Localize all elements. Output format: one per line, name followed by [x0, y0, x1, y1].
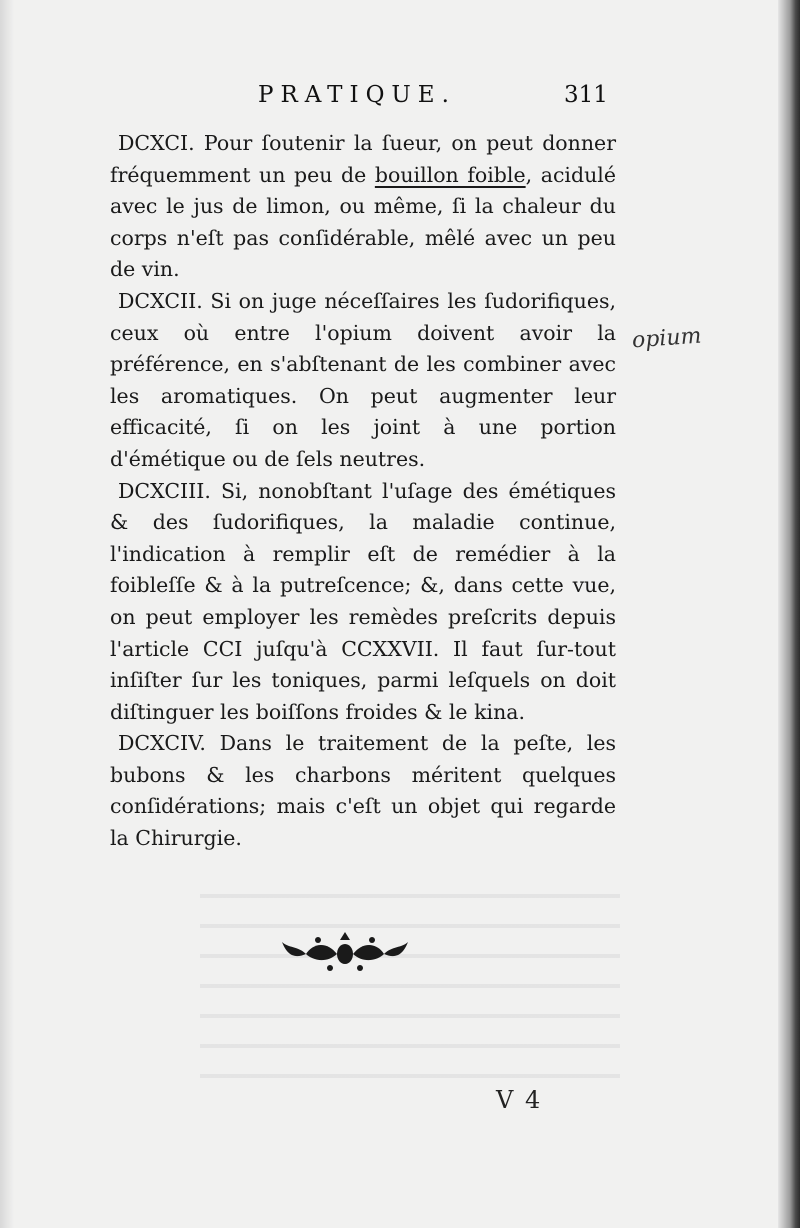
paragraph-text-end: , acidulé avec le jus de limon, ou même, ſi la chaleur du corps n'eſt pas conſidérable, mêlé avec un peu de vin.: [110, 162, 616, 282]
paragraph-dcxciv: [110, 728, 616, 854]
paragraph-text: DCXCIV. Dans le traitement de la peſte, les bubons & les charbons méritent quelques conſidérations; mais c'eſt un objet qui regarde la Chirurgie.: [110, 731, 616, 851]
paragraph-text-start: DCXCI. Pour ſoutenir la ſueur, on peut donner fréquemment un peu de: [110, 131, 616, 187]
paragraph-dcxcii: [110, 286, 616, 476]
page-binding-shadow: [778, 0, 800, 1228]
paragraph-dcxci: [110, 128, 616, 286]
body-text: [110, 128, 616, 855]
show-through-text: [200, 880, 620, 1080]
signature-mark: V 4: [496, 1086, 543, 1114]
underlined-phrase: bouillon foible: [374, 162, 526, 187]
page-number: 311: [564, 82, 608, 108]
page-header: [240, 82, 630, 122]
handwritten-marginal-note: opium: [631, 323, 703, 354]
paragraph-dcxciii: [110, 476, 616, 729]
paragraph-text: DCXCIII. Si, nonobſtant l'uſage des émétiques & des ſudorifiques, la maladie continue, l'indication à remplir eſt de remédier à la foibleſſe & à la putreſcence; &, dans cette vue, on peut employer les remèdes preſcrits depuis l'article CCI juſqu'à CCXXVII. Il faut ſur-tout inſiſter ſur les toniques, parmi leſquels on doit diſtinguer les boiſſons froides & le kina.: [110, 478, 616, 724]
paragraph-text: DCXCII. Si on juge néceſſaires les ſudorifiques, ceux où entre l'opium doivent avoir la préférence, en s'abſtenant de les combiner avec les aromatiques. On peut augmenter leur efficacité, ſi on les joint à une portion d'émétique ou de ſels neutres.: [110, 288, 616, 471]
fleuron-ornament-icon: [278, 930, 412, 974]
page-left-edge: [0, 0, 14, 1228]
running-title: PRATIQUE.: [258, 82, 456, 108]
